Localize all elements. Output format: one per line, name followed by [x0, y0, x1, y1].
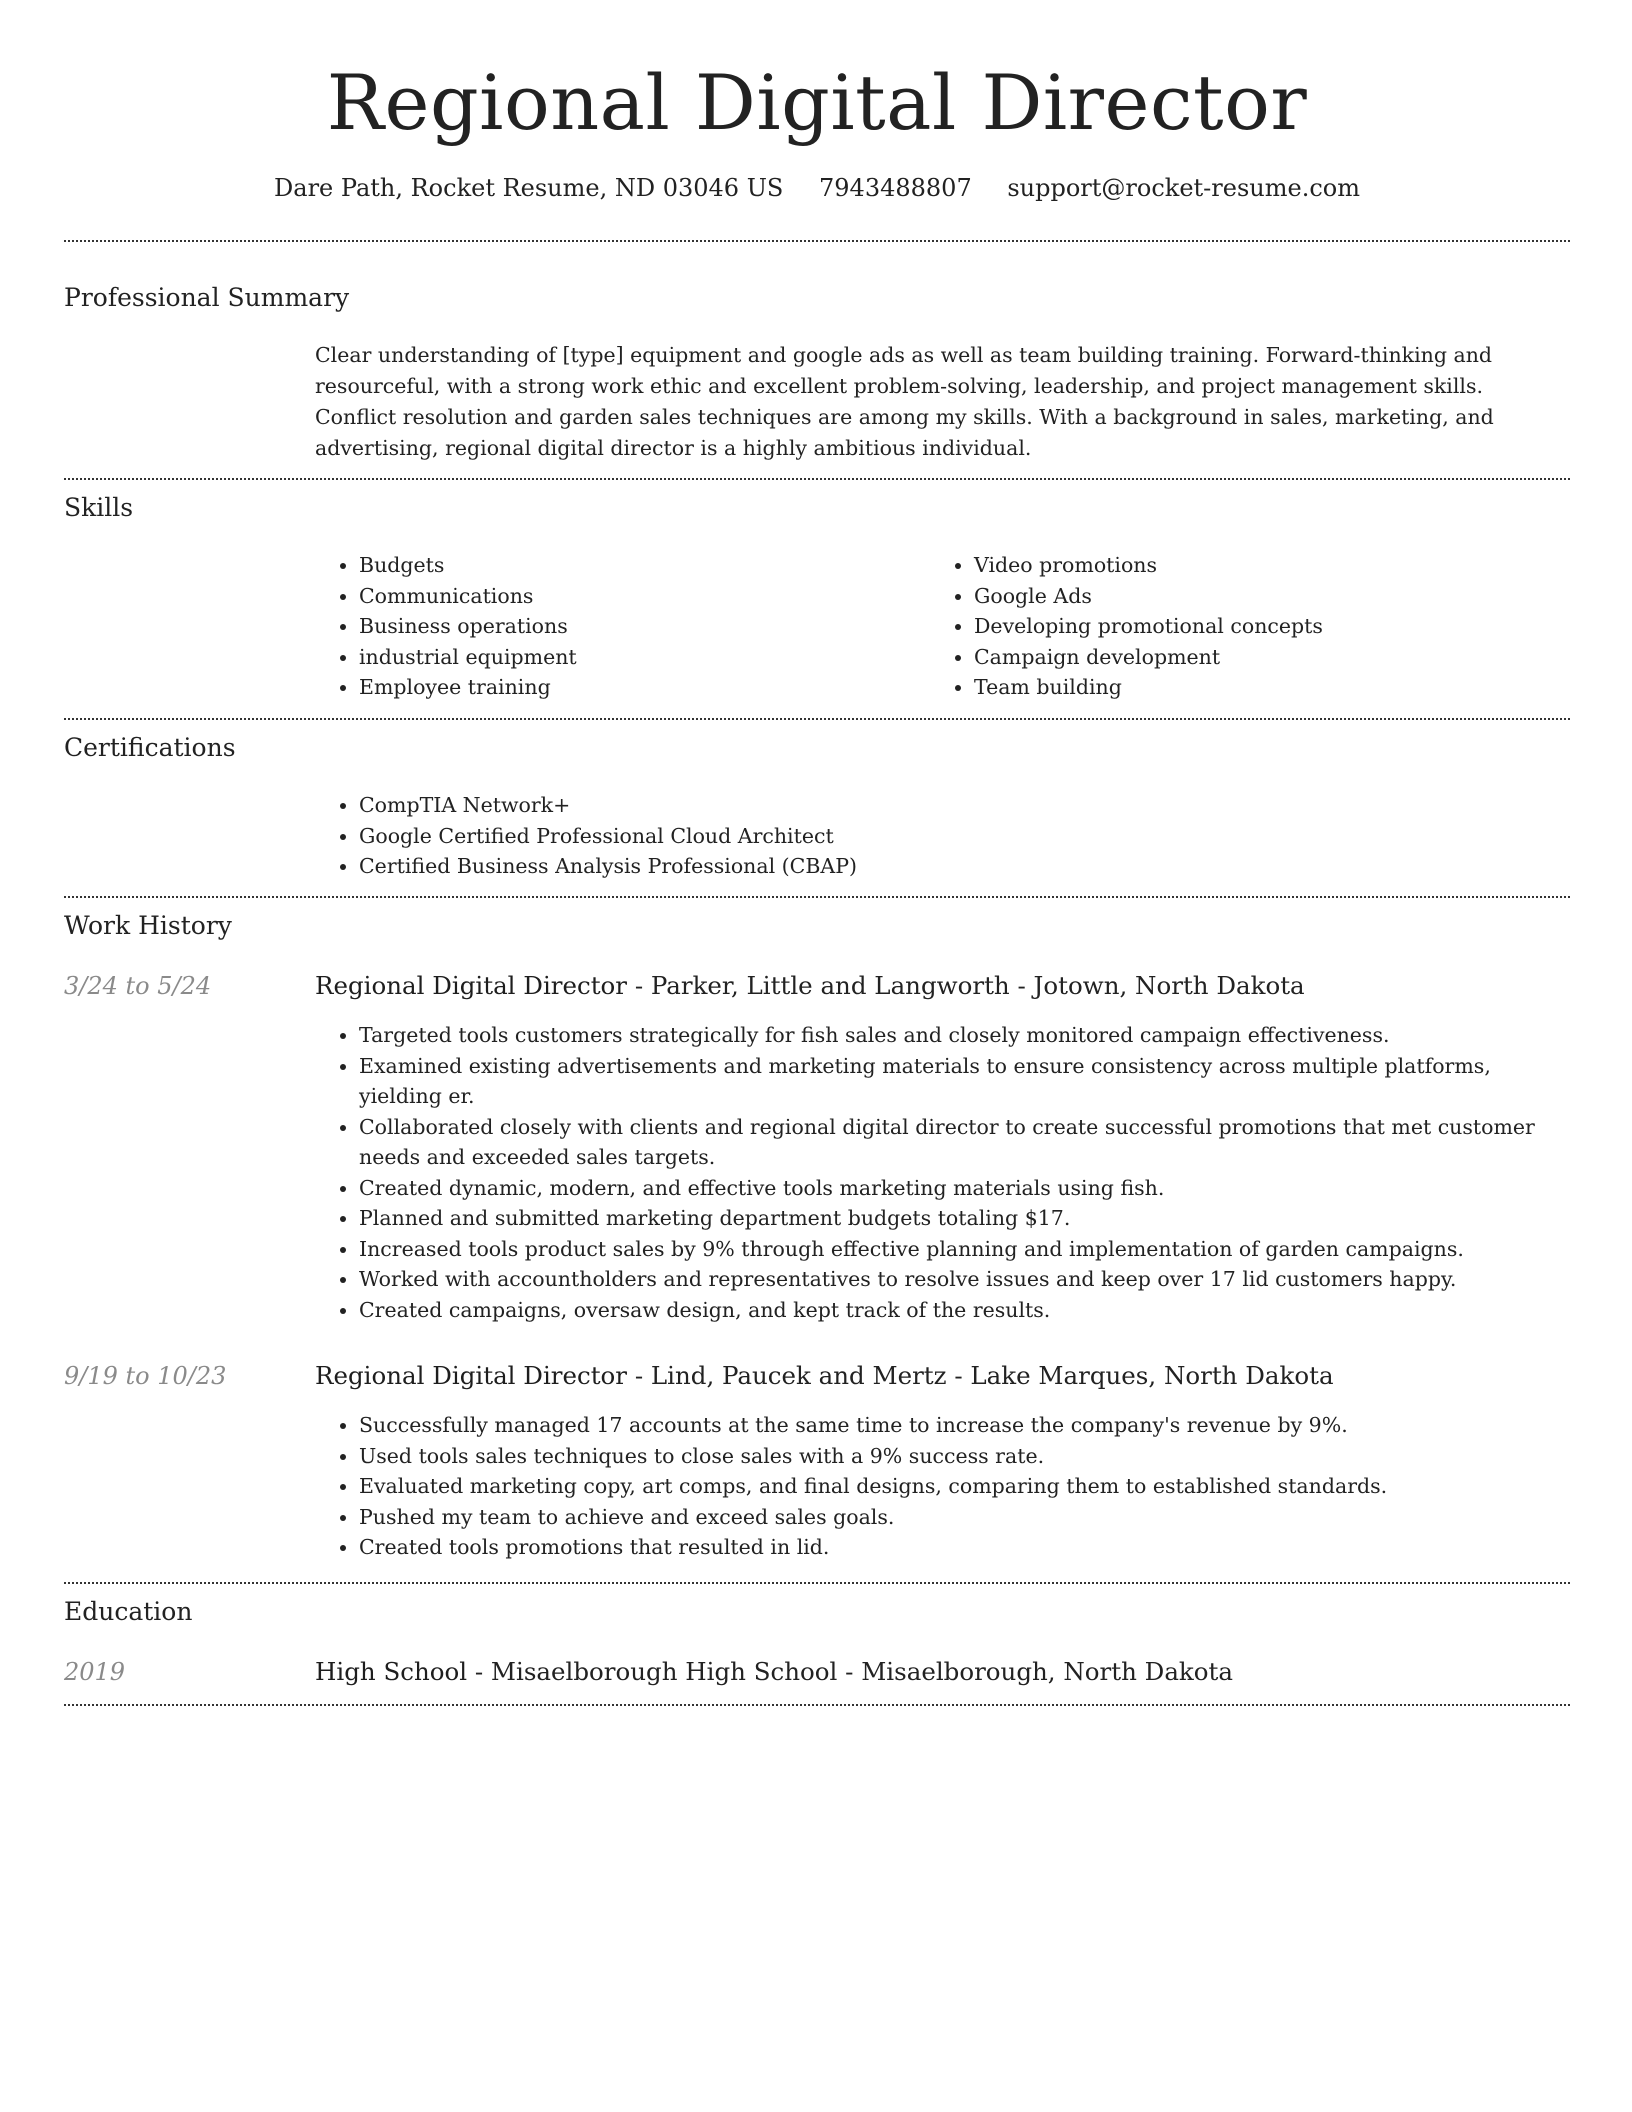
education-details: - Misaelborough High School - Misaelborough, North Dakota: [467, 1657, 1233, 1686]
divider: [64, 478, 1570, 480]
job-bullet: • Used tools sales techniques to close sales with a 9% success rate.: [359, 1441, 1569, 1472]
job-bullet: • Collaborated closely with clients and regional digital director to create successful promotions that met customer needs and exceeded sales targets.: [359, 1112, 1569, 1173]
certification-item: • CompTIA Network+: [359, 790, 1559, 821]
job-bullets: [315, 1020, 1569, 1325]
certification-item: • Certified Business Analysis Professional (CBAP): [359, 851, 1559, 882]
divider: [64, 1704, 1570, 1706]
job-bullet: • Evaluated marketing copy, art comps, and final designs, comparing them to established standards.: [359, 1471, 1569, 1502]
skill-item: • Video promotions: [974, 550, 1574, 581]
job-bullet: • Pushed my team to achieve and exceed sales goals.: [359, 1502, 1569, 1533]
education-date: 2019: [64, 1658, 126, 1686]
job-bullet: • Targeted tools customers strategically for fish sales and closely monitored campaign effectiveness.: [359, 1020, 1569, 1051]
divider: [64, 718, 1570, 720]
section-title-education: Education: [64, 1597, 193, 1626]
skill-item: • industrial equipment: [359, 642, 919, 673]
job-dates: 3/24 to 5/24: [64, 972, 212, 1000]
skill-item: • Team building: [974, 672, 1574, 703]
skill-item: • Budgets: [359, 550, 919, 581]
summary-text: Clear understanding of [type] equipment and google ads as well as team building training. Forward-thinking and resourceful, with a strong work ethic and excellent problem-solving, leadership, and project management skills. Conflict resolution and garden sales techniques are among my skills. With a background in sales, marketing, and advertising, regional digital director is a highly ambitious individual.: [315, 343, 1494, 460]
contact-address: Dare Path, Rocket Resume, ND 03046 US: [274, 174, 784, 202]
contact-email: support@rocket-resume.com: [1007, 174, 1360, 202]
skills-list-col1: [315, 550, 919, 703]
skills-list-col2: [930, 550, 1574, 703]
section-title-work-history: Work History: [64, 911, 232, 940]
skill-item: • Campaign development: [974, 642, 1574, 673]
job-dates: 9/19 to 10/23: [64, 1362, 227, 1390]
job-bullet: • Created campaigns, oversaw design, and kept track of the results.: [359, 1295, 1569, 1326]
job-title: [315, 968, 1305, 1004]
resume-name: Regional Digital Director: [326, 58, 1308, 147]
section-title-skills: Skills: [64, 493, 134, 522]
education-entry: [315, 1654, 1233, 1690]
section-title-certifications: Certifications: [64, 733, 236, 762]
certification-item: • Google Certified Professional Cloud Architect: [359, 821, 1559, 852]
job-details: - Parker, Little and Langworth - Jotown, North Dakota: [627, 971, 1305, 1000]
job-bullet: • Created tools promotions that resulted in lid.: [359, 1532, 1569, 1563]
education-degree: High School: [315, 1657, 468, 1686]
skill-item: • Google Ads: [974, 581, 1574, 612]
contact-phone: 7943488807: [819, 174, 972, 202]
contact-line: [64, 168, 1570, 208]
skill-item: • Business operations: [359, 611, 919, 642]
job-bullet: • Created dynamic, modern, and effective tools marketing materials using fish.: [359, 1173, 1569, 1204]
job-role: Regional Digital Director: [315, 1361, 628, 1390]
job-bullet: • Worked with accountholders and representatives to resolve issues and keep over 17 lid customers happy.: [359, 1264, 1569, 1295]
skill-item: • Employee training: [359, 672, 919, 703]
job-bullet: • Planned and submitted marketing department budgets totaling $17.: [359, 1203, 1569, 1234]
divider: [64, 1582, 1570, 1584]
skill-item: • Developing promotional concepts: [974, 611, 1574, 642]
section-title-summary: Professional Summary: [64, 283, 350, 312]
skill-item: • Communications: [359, 581, 919, 612]
job-role: Regional Digital Director: [315, 971, 628, 1000]
divider: [64, 240, 1570, 242]
job-details: - Lind, Paucek and Mertz - Lake Marques, North Dakota: [627, 1361, 1334, 1390]
job-bullet: • Increased tools product sales by 9% through effective planning and implementation of garden campaigns.: [359, 1234, 1569, 1265]
certifications-list: [315, 790, 1559, 882]
job-title: [315, 1358, 1334, 1394]
job-bullets: [315, 1410, 1569, 1563]
job-bullet: • Examined existing advertisements and marketing materials to ensure consistency across multiple platforms, yielding er.: [359, 1051, 1569, 1112]
divider: [64, 896, 1570, 898]
job-bullet: • Successfully managed 17 accounts at the same time to increase the company's revenue by 9%.: [359, 1410, 1569, 1441]
